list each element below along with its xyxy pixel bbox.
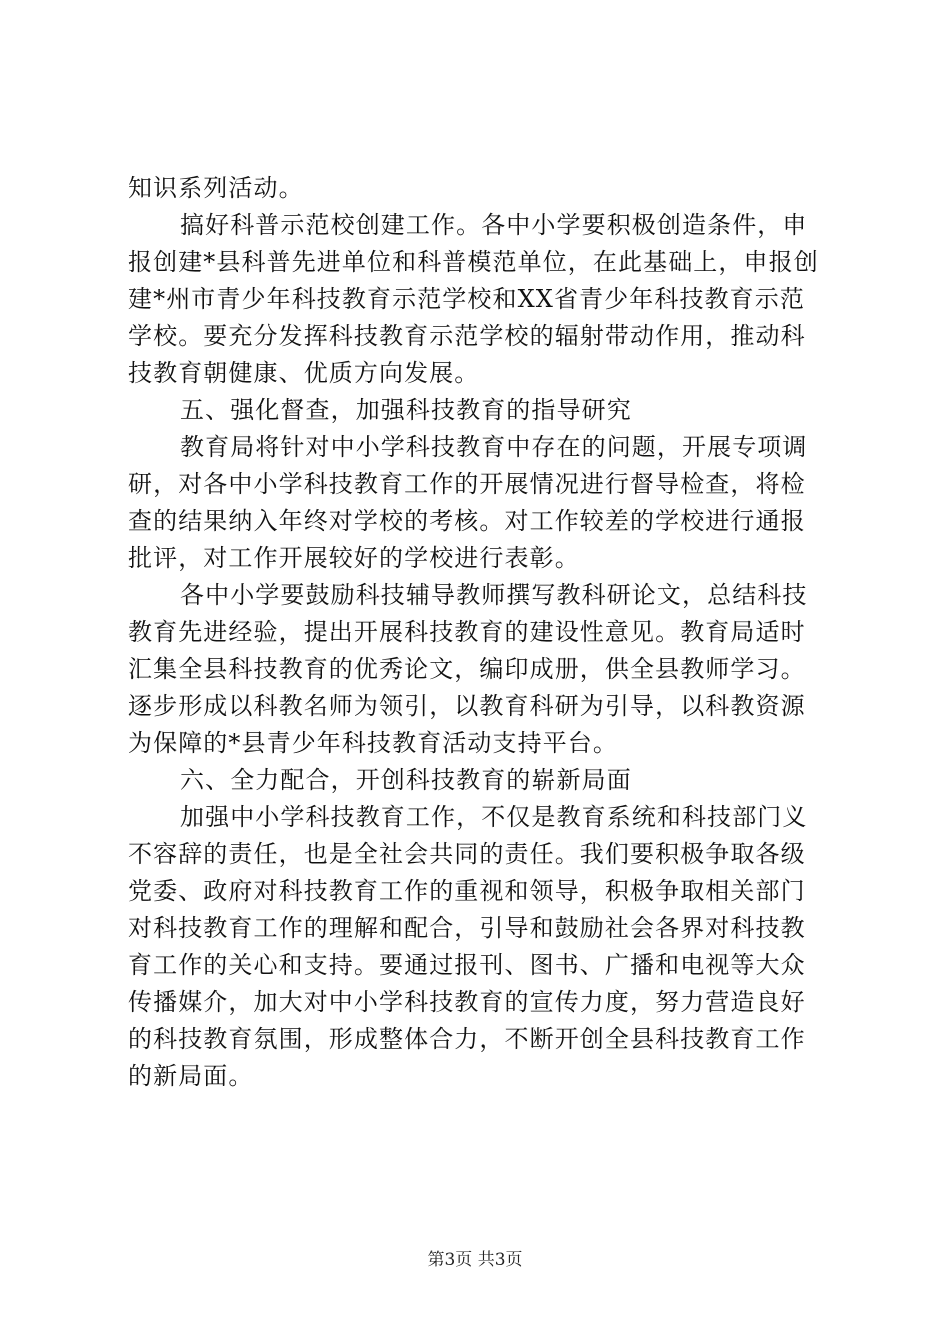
body-line: 研，对各中小学科技教育工作的开展情况进行督导检查，将检 — [128, 470, 806, 498]
body-line: 报创建*县科普先进单位和科普模范单位，在此基础上，申报创 — [128, 248, 819, 276]
body-line: 逐步形成以科教名师为领引，以教育科研为引导，以科教资源 — [128, 692, 806, 720]
body-line: 不容辞的责任，也是全社会共同的责任。我们要积极争取各级 — [128, 840, 806, 868]
body-line: 党委、政府对科技教育工作的重视和领导，积极争取相关部门 — [128, 877, 806, 905]
body-line: 建*州市青少年科技教育示范学校和XX省青少年科技教育示范 — [128, 285, 805, 313]
page-footer — [0, 1245, 950, 1270]
section-heading: 六、全力配合，开创科技教育的崭新局面 — [180, 766, 632, 794]
paragraph-line: 教育局将针对中小学科技教育中存在的问题，开展专项调 — [180, 433, 808, 461]
body-line: 教育先进经验，提出开展科技教育的建设性意见。教育局适时 — [128, 618, 806, 646]
paragraph-line: 搞好科普示范校创建工作。各中小学要积极创造条件，申 — [180, 211, 808, 239]
body-line: 技教育朝健康、优质方向发展。 — [128, 359, 480, 387]
body-line: 育工作的关心和支持。要通过报刊、图书、广播和电视等大众 — [128, 951, 806, 979]
body-line: 对科技教育工作的理解和配合，引导和鼓励社会各界对科技教 — [128, 914, 806, 942]
body-line: 的科技教育氛围，形成整体合力，不断开创全县科技教育工作 — [128, 1025, 806, 1053]
body-line: 学校。要充分发挥科技教育示范学校的辐射带动作用，推动科 — [128, 322, 806, 350]
body-line: 汇集全县科技教育的优秀论文，编印成册，供全县教师学习。 — [128, 655, 806, 683]
paragraph-line: 各中小学要鼓励科技辅导教师撰写教科研论文，总结科技 — [180, 581, 808, 609]
section-heading: 五、强化督查，加强科技教育的指导研究 — [180, 396, 632, 424]
page-number: 第3页 共3页 — [427, 1250, 523, 1270]
body-line: 查的结果纳入年终对学校的考核。对工作较差的学校进行通报 — [128, 507, 806, 535]
body-line: 传播媒介，加大对中小学科技教育的宣传力度，努力营造良好 — [128, 988, 806, 1016]
body-line: 的新局面。 — [128, 1062, 254, 1090]
document-body — [128, 170, 828, 1095]
body-line: 批评，对工作开展较好的学校进行表彰。 — [128, 544, 580, 572]
body-line: 知识系列活动。 — [128, 174, 304, 202]
body-line: 为保障的*县青少年科技教育活动支持平台。 — [128, 729, 618, 757]
paragraph-line: 加强中小学科技教育工作，不仅是教育系统和科技部门义 — [180, 803, 808, 831]
